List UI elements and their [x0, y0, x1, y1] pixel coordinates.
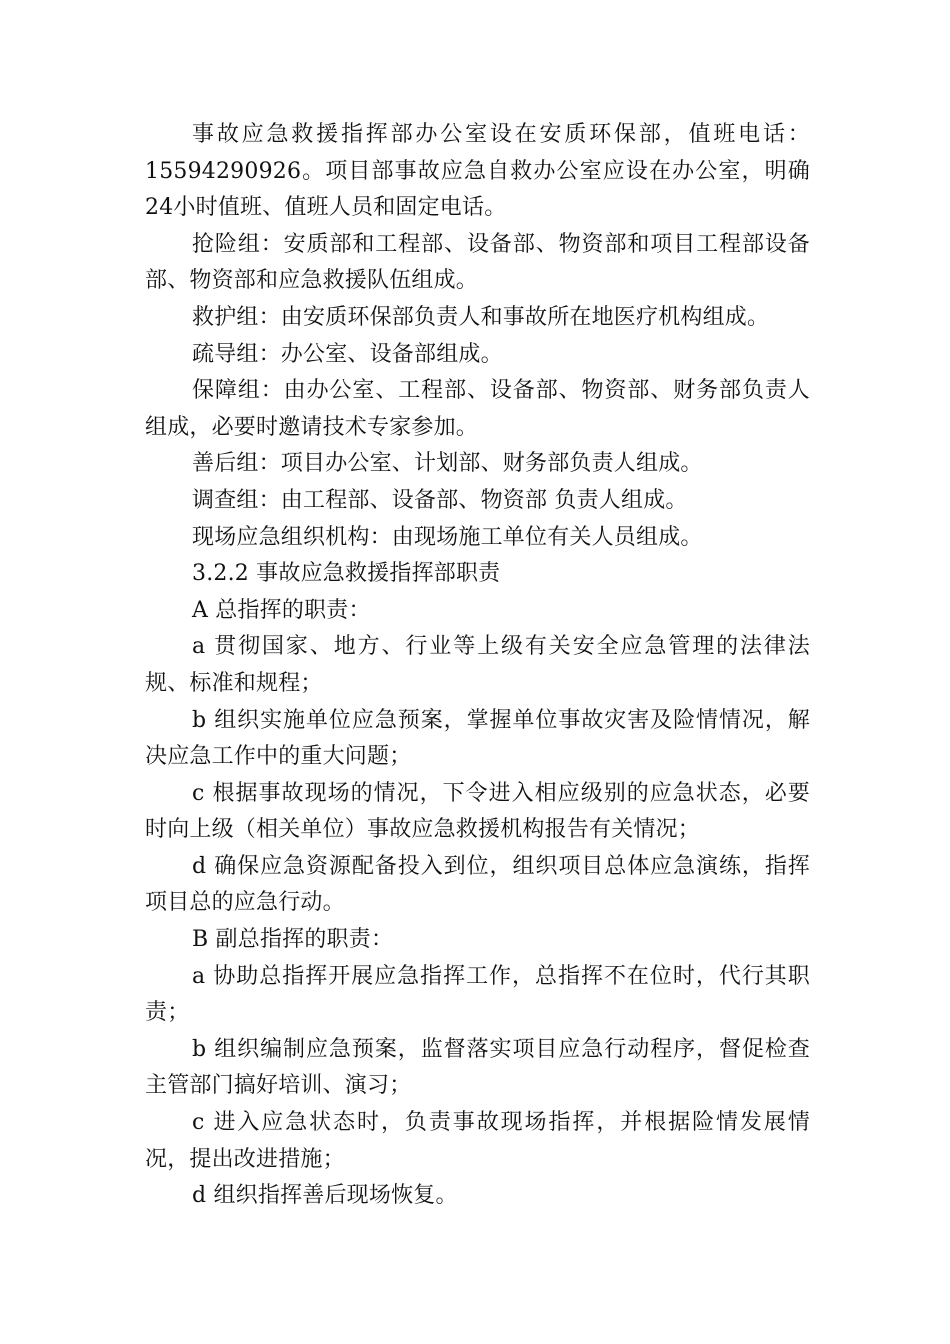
list-item-deputy-d: d 组织指挥善后现场恢复。 [192, 1183, 458, 1209]
paragraph-support-team: 保障组：由办公室、工程部、设备部、物资部、财务部负责人组成，必要时邀请技术专家参加。 [145, 378, 810, 440]
paragraph-evacuation-team: 疏导组：办公室、设备部组成。 [192, 341, 503, 367]
list-item-commander-c: c 根据事故现场的情况，下令进入相应级别的应急状态，必要时向上级（相关单位）事故应急救援机构报告有关情况； [145, 780, 810, 843]
list-item-deputy-a: a 协助总指挥开展应急指挥工作，总指挥不在位时，代行其职责； [145, 963, 810, 1026]
paragraph-aftermath-team: 善后组：项目办公室、计划部、财务部负责人组成。 [192, 451, 703, 477]
paragraph-onsite-organization: 现场应急组织机构：由现场施工单位有关人员组成。 [192, 524, 703, 550]
paragraph-rescue-team: 抢险组：安质部和工程部、设备部、物资部和项目工程部设备部、物资部和应急救援队伍组成。 [145, 231, 810, 294]
paragraph-investigation-team: 调查组：由工程部、设备部、物资部 负责人组成。 [192, 487, 688, 513]
list-item-deputy-c: c 进入应急状态时，负责事故现场指挥，并根据险情发展情况，提出改进措施； [145, 1110, 810, 1172]
subheading-commander-duties: A 总指挥的职责： [192, 597, 371, 623]
list-item-deputy-b: b 组织编制应急预案，监督落实项目应急行动程序，督促检查主管部门搞好培训、演习； [145, 1036, 810, 1099]
document-page [145, 117, 810, 1215]
list-item-commander-b: b 组织实施单位应急预案，掌握单位事故灾害及险情情况，解决应急工作中的重大问题； [145, 707, 810, 770]
list-item-commander-a: a 贯彻国家、地方、行业等上级有关安全应急管理的法律法规、标准和规程； [145, 634, 810, 696]
paragraph-medical-team: 救护组：由安质环保部负责人和事故所在地医疗机构组成。 [192, 304, 770, 330]
list-item-commander-d: d 确保应急资源配备投入到位，组织项目总体应急演练，指挥项目总的应急行动。 [145, 853, 810, 916]
section-heading: 3.2.2 事故应急救援指挥部职责 [192, 561, 501, 587]
subheading-deputy-commander-duties: B 副总指挥的职责： [192, 927, 394, 953]
paragraph-command-office: 事故应急救援指挥部办公室设在安质环保部，值班电话：15594290926。项目部事故应急自救办公室应设在办公室，明确24小时值班、值班人员和固定电话。 [145, 122, 810, 221]
